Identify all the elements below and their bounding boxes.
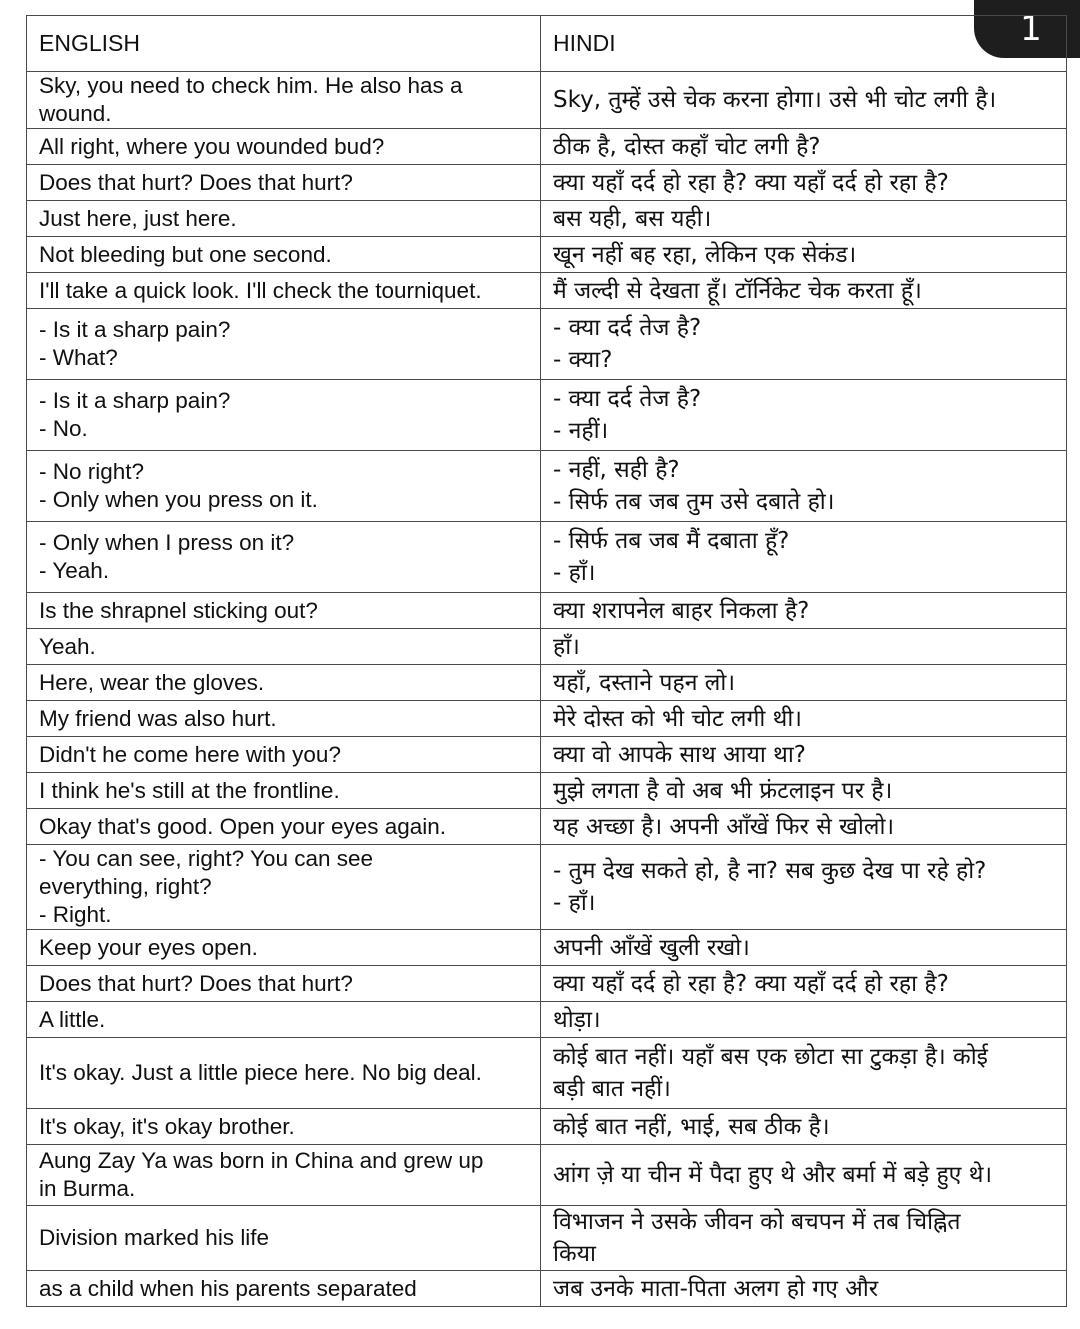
hindi-cell: क्या शरापनेल बाहर निकला है? xyxy=(541,593,1067,629)
hindi-cell: आंग ज़े या चीन में पैदा हुए थे और बर्मा में बड़े हुए थे। xyxy=(541,1145,1067,1206)
english-cell: Does that hurt? Does that hurt? xyxy=(27,165,541,201)
english-cell: - Is it a sharp pain? - No. xyxy=(27,380,541,451)
english-cell: Division marked his life xyxy=(27,1206,541,1271)
table-row xyxy=(27,72,1067,129)
table-row xyxy=(27,201,1067,237)
table-header-row xyxy=(27,16,1067,72)
english-cell: Didn't he come here with you? xyxy=(27,737,541,773)
hindi-cell: मेरे दोस्त को भी चोट लगी थी। xyxy=(541,701,1067,737)
hindi-cell: क्या यहाँ दर्द हो रहा है? क्या यहाँ दर्द हो रहा है? xyxy=(541,966,1067,1002)
english-cell: Not bleeding but one second. xyxy=(27,237,541,273)
table-row xyxy=(27,737,1067,773)
table-row xyxy=(27,380,1067,451)
english-cell: It's okay. Just a little piece here. No big deal. xyxy=(27,1038,541,1109)
english-cell: Just here, just here. xyxy=(27,201,541,237)
english-cell: It's okay, it's okay brother. xyxy=(27,1109,541,1145)
hindi-cell: बस यही, बस यही। xyxy=(541,201,1067,237)
english-cell: Keep your eyes open. xyxy=(27,930,541,966)
hindi-cell: हाँ। xyxy=(541,629,1067,665)
table-row xyxy=(27,1002,1067,1038)
hindi-cell: कोई बात नहीं, भाई, सब ठीक है। xyxy=(541,1109,1067,1145)
english-cell: All right, where you wounded bud? xyxy=(27,129,541,165)
hindi-cell: Sky, तुम्हें उसे चेक करना होगा। उसे भी चोट लगी है। xyxy=(541,72,1067,129)
english-cell: I think he's still at the frontline. xyxy=(27,773,541,809)
english-cell: Okay that's good. Open your eyes again. xyxy=(27,809,541,845)
column-header-english: ENGLISH xyxy=(27,16,541,72)
hindi-cell: खून नहीं बह रहा, लेकिन एक सेकंड। xyxy=(541,237,1067,273)
table-row xyxy=(27,451,1067,522)
table-body xyxy=(27,72,1067,1307)
english-cell: I'll take a quick look. I'll check the tourniquet. xyxy=(27,273,541,309)
hindi-cell: यहाँ, दस्ताने पहन लो। xyxy=(541,665,1067,701)
english-cell: Here, wear the gloves. xyxy=(27,665,541,701)
hindi-cell: क्या वो आपके साथ आया था? xyxy=(541,737,1067,773)
table-row xyxy=(27,845,1067,930)
hindi-cell: - क्या दर्द तेज है? - नहीं। xyxy=(541,380,1067,451)
table-row xyxy=(27,593,1067,629)
table-row xyxy=(27,930,1067,966)
hindi-cell: अपनी आँखें खुली रखो। xyxy=(541,930,1067,966)
hindi-cell: थोड़ा। xyxy=(541,1002,1067,1038)
hindi-cell: जब उनके माता-पिता अलग हो गए और xyxy=(541,1271,1067,1307)
table-row xyxy=(27,237,1067,273)
table-row xyxy=(27,309,1067,380)
page-number-badge: 1 xyxy=(974,0,1080,58)
table-row xyxy=(27,1145,1067,1206)
table-row xyxy=(27,1206,1067,1271)
table-row xyxy=(27,665,1067,701)
table-row xyxy=(27,1038,1067,1109)
english-cell: Is the shrapnel sticking out? xyxy=(27,593,541,629)
english-cell: Aung Zay Ya was born in China and grew up in Burma. xyxy=(27,1145,541,1206)
table-row xyxy=(27,522,1067,593)
hindi-cell: - तुम देख सकते हो, है ना? सब कुछ देख पा रहे हो? - हाँ। xyxy=(541,845,1067,930)
column-header-hindi: HINDI xyxy=(541,16,1067,72)
table-row xyxy=(27,1109,1067,1145)
english-cell: - Only when I press on it? - Yeah. xyxy=(27,522,541,593)
table-row xyxy=(27,966,1067,1002)
hindi-cell: - नहीं, सही है? - सिर्फ तब जब तुम उसे दबाते हो। xyxy=(541,451,1067,522)
english-cell: Yeah. xyxy=(27,629,541,665)
table-row xyxy=(27,809,1067,845)
table-row xyxy=(27,1271,1067,1307)
hindi-cell: क्या यहाँ दर्द हो रहा है? क्या यहाँ दर्द हो रहा है? xyxy=(541,165,1067,201)
subtitle-table xyxy=(26,15,1067,1307)
table-row xyxy=(27,701,1067,737)
hindi-cell: मैं जल्दी से देखता हूँ। टॉर्निकेट चेक करता हूँ। xyxy=(541,273,1067,309)
english-cell: Sky, you need to check him. He also has a wound. xyxy=(27,72,541,129)
english-cell: as a child when his parents separated xyxy=(27,1271,541,1307)
english-cell: - No right? - Only when you press on it. xyxy=(27,451,541,522)
hindi-cell: मुझे लगता है वो अब भी फ्रंटलाइन पर है। xyxy=(541,773,1067,809)
hindi-cell: - क्या दर्द तेज है? - क्या? xyxy=(541,309,1067,380)
hindi-cell: यह अच्छा है। अपनी आँखें फिर से खोलो। xyxy=(541,809,1067,845)
hindi-cell: विभाजन ने उसके जीवन को बचपन में तब चिह्नित किया xyxy=(541,1206,1067,1271)
table-row xyxy=(27,773,1067,809)
english-cell: Does that hurt? Does that hurt? xyxy=(27,966,541,1002)
hindi-cell: ठीक है, दोस्त कहाँ चोट लगी है? xyxy=(541,129,1067,165)
english-cell: A little. xyxy=(27,1002,541,1038)
hindi-cell: - सिर्फ तब जब मैं दबाता हूँ? - हाँ। xyxy=(541,522,1067,593)
table-row xyxy=(27,165,1067,201)
english-cell: My friend was also hurt. xyxy=(27,701,541,737)
hindi-cell: कोई बात नहीं। यहाँ बस एक छोटा सा टुकड़ा है। कोई बड़ी बात नहीं। xyxy=(541,1038,1067,1109)
table-row xyxy=(27,129,1067,165)
table-row xyxy=(27,629,1067,665)
english-cell: - You can see, right? You can see everything, right? - Right. xyxy=(27,845,541,930)
english-cell: - Is it a sharp pain? - What? xyxy=(27,309,541,380)
table-row xyxy=(27,273,1067,309)
